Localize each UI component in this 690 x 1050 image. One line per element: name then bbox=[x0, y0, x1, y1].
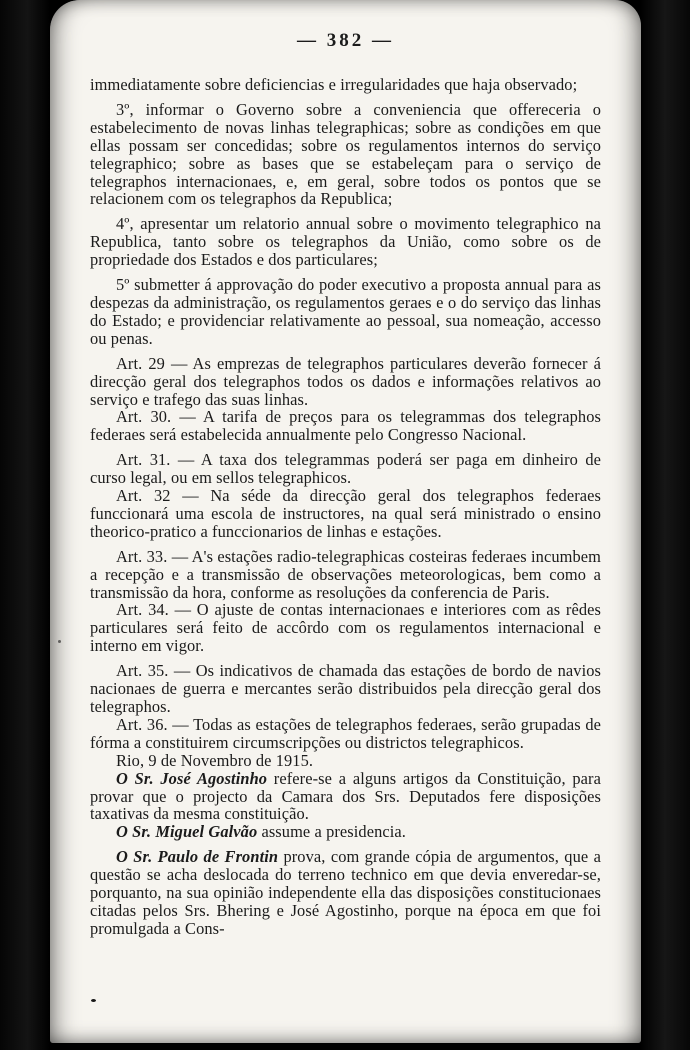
text-run: refere-se a alguns artigos da Constituição, para provar que o projecto da Camara dos Srs. Deputados fere disposições taxativas da mesma constituição. bbox=[90, 768, 601, 824]
paragraph bbox=[90, 487, 601, 541]
text-run: 4º, apresentar um relatorio annual sobre o movimento telegraphico na Republica, tanto sobre os telegraphos da União, como sobre os de propriedade dos Estados e dos particulares; bbox=[90, 214, 601, 270]
text-run: Art. 34. — O ajuste de contas internacionaes e interiores com as rêdes particulares será feito de accôrdo com os regulamentos internacional e interno em vigor. bbox=[90, 600, 601, 656]
paragraph bbox=[90, 601, 601, 655]
text-run: 3º, informar o Governo sobre a conveniencia que offereceria o estabelecimento de novas linhas telegraphicas; sobre as condições em que ellas possam ser concedidas; sobre os regulamentos internos do serviço telegraphico; sobre as bases que se estabeleçam para o serviço de telegraphos internacionaes, e, em geral, sobre todos os pontos que se relacionem com os telegraphos da Republica; bbox=[90, 99, 601, 209]
paragraph bbox=[90, 548, 601, 602]
speaker-name: O Sr. Paulo de Frontin bbox=[116, 847, 279, 867]
paragraph bbox=[90, 823, 601, 841]
paragraph bbox=[90, 848, 601, 938]
paragraph bbox=[90, 770, 601, 824]
paragraph bbox=[90, 451, 601, 487]
paragraph bbox=[90, 716, 601, 752]
text-run: Art. 35. — Os indicativos de chamada das estações de bordo de navios nacionaes de guerra e mercantes serão distribuidos pela direcção geral dos telegraphos. bbox=[90, 661, 601, 716]
text-run: immediatamente sobre deficiencias e irregularidades que haja observado; bbox=[90, 75, 578, 94]
text-run: prova, com grande cópia de argumentos, que a questão se acha deslocada do terreno technico em que devia enveredar-se, porquanto, na sua opinião independente ella das disposições constitucionaes citadas pelos Srs. Bhering e José Agostinho, porque na época em que foi promulgada a Cons- bbox=[90, 847, 601, 938]
text-run: Art. 32 — Na séde da direcção geral dos telegraphos federaes funccionará uma escola de instructores, na qual será ministrado o ensino theorico-pratico a funccionarios de linhas e estações. bbox=[90, 486, 601, 541]
paragraph bbox=[90, 408, 601, 444]
page-text bbox=[90, 76, 601, 938]
paragraph bbox=[90, 752, 601, 770]
paragraph bbox=[90, 276, 601, 348]
scan-speck bbox=[58, 640, 61, 643]
text-run: 5º submetter á approvação do poder executivo a proposta annual para as despezas da administração, os regulamentos geraes e o do serviço das linhas do Estado; e providenciar relativamente ao pessoal, sua nomeação, accesso ou penas. bbox=[90, 275, 601, 348]
page-number: — 382 — bbox=[297, 30, 394, 51]
paragraph bbox=[90, 215, 601, 269]
paragraph bbox=[90, 662, 601, 716]
text-run: Art. 33. — A's estações radio-telegraphicas costeiras federaes incumbem a recepção e a transmissão de observações meteorologicas, bem como a transmissão da hora, conforme as resoluções da conferencia de Paris. bbox=[90, 546, 601, 602]
text-run: Art. 29 — As emprezas de telegraphos particulares deverão fornecer á direcção geral dos telegraphos todos os dados e informações relativos ao serviço e trafego das suas linhas. bbox=[90, 353, 601, 409]
scan-speck bbox=[91, 999, 96, 1002]
document-page bbox=[50, 0, 641, 1043]
paragraph bbox=[90, 76, 601, 94]
text-run: Art. 31. — A taxa dos telegrammas poderá ser paga em dinheiro de curso legal, ou em sellos telegraphicos. bbox=[90, 450, 601, 488]
text-run: assume a presidencia. bbox=[257, 822, 406, 842]
text-run: Rio, 9 de Novembro de 1915. bbox=[116, 750, 314, 770]
paragraph bbox=[90, 355, 601, 409]
speaker-name: O Sr. José Agostinho bbox=[116, 768, 268, 788]
page-content-area bbox=[50, 0, 641, 1043]
paragraph bbox=[90, 101, 601, 208]
speaker-name: O Sr. Miguel Galvão bbox=[116, 822, 258, 842]
text-run: Art. 30. — A tarifa de preços para os telegrammas dos telegraphos federaes será estabelecida annualmente pelo Congresso Nacional. bbox=[90, 407, 601, 445]
text-run: Art. 36. — Todas as estações de telegraphos federaes, serão grupadas de fórma a constituirem circumscripções ou districtos telegraphicos. bbox=[90, 714, 601, 752]
